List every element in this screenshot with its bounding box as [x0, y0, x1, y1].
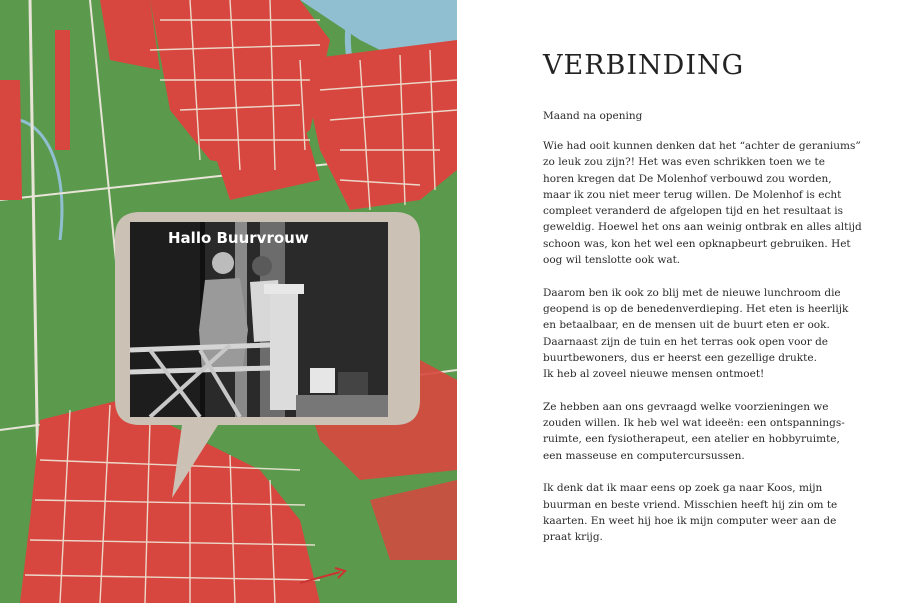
- paragraph: Wie had ooit kunnen denken dat het “achter de geraniums” zo leuk zou zijn?! Het was even schrikken toen we te horen kregen dat De Molenhof verbouwd zou worden, maar ik zou niet meer terug willen. De Molenhof is echt compleet veranderd de afgelopen tijd en het resultaat is geweldig. Hoewel het ons aan weinig ontbrak en alles altijd schoon was, kon het wel een opknapbeurt gebruiken. Het oog wil tenslotte ook wat.: [543, 140, 862, 267]
- paragraph: Daarom ben ik ook zo blij met de nieuwe lunchroom die geopend is op de benedenverdieping. Het eten is heerlijk en betaalbaar, en de mensen uit de buurt eten er ook. Daarnaast zijn de tuin en het terras ook open voor de buurtbewoners, dus er heerst een gezellige drukte. Ik heb al zoveel nieuwe mensen ontmoet!: [543, 286, 849, 381]
- photo-caption: Hallo Buurvrouw: [168, 229, 309, 247]
- paragraph: Ik denk dat ik maar eens op zoek ga naar Koos, mijn buurman en beste vriend. Misschien heeft hij zin om te kaarten. En weet hij hoe ik mijn computer weer aan de praat krijg.: [543, 482, 838, 544]
- text-page: [457, 0, 908, 603]
- paragraph: Ze hebben aan ons gevraagd welke voorzieningen we zouden willen. Ik heb wel wat ideeën: een ontspannings- ruimte, een fysiotherapeut, een atelier en hobbyruimte, een masseuse en computercursussen.: [543, 400, 845, 462]
- article-subtitle: Maand na opening: [543, 110, 643, 122]
- article-body: [543, 138, 873, 562]
- page-title: VERBINDING: [543, 50, 745, 81]
- photo-hallo-buurvrouw: [130, 222, 388, 417]
